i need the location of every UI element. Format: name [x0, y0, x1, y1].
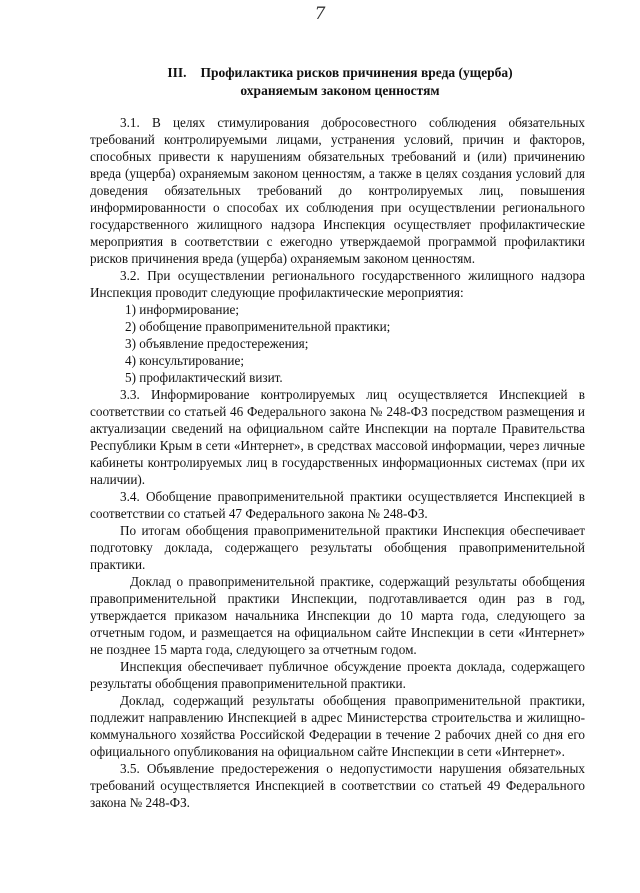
paragraph-3-4-d: Доклад, содержащий результаты обобщения правоприменительной практики, подлежит направлению Инспекцией в адрес Министерства строительства и жилищно-коммунального хозяйства Российской Федерации в течение 2 рабочих дней со дня его официального опубликования на официальном сайте Инспекции в сети «Интернет».: [90, 693, 585, 759]
paragraph-3-4-c: Инспекция обеспечивает публичное обсуждение проекта доклада, содержащего результаты обобщения правоприменительной практики.: [90, 659, 585, 691]
paragraph-3-4-a: По итогам обобщения правоприменительной практики Инспекция обеспечивает подготовку доклада, содержащего результаты обобщения правоприменительной практики.: [90, 523, 585, 572]
section-title: [100, 64, 580, 100]
paragraph-3-1: 3.1. В целях стимулирования добросовестного соблюдения обязательных требований контролируемыми лицами, устранения условий, причин и факторов, способных привести к нарушениям обязательных требований и (или) причинению вреда (ущерба) охраняемым законом ценностям, а также в целях создания условий для доведения обязательных требований до контролируемых лиц, повышения информированности о способах их соблюдения при осуществлении регионального государственного жилищного надзора Инспекция осуществляет профилактические мероприятия в соответствии с ежегодно утверждаемой программой профилактики рисков причинения вреда (ущерба) охраняемым законом ценностям.: [90, 115, 585, 266]
paragraph-3-4: 3.4. Обобщение правоприменительной практики осуществляется Инспекцией в соответствии со статьей 47 Федерального закона № 248-ФЗ.: [90, 489, 585, 521]
list-item: 3) объявление предостережения;: [125, 336, 309, 351]
section-title-line-2: охраняемым законом ценностям: [240, 83, 440, 98]
list-item: 4) консультирование;: [125, 353, 245, 368]
document-body: [90, 114, 585, 811]
list-item: 1) информирование;: [125, 302, 240, 317]
paragraph-3-4-b: Доклад о правоприменительной практике, содержащий результаты обобщения правоприменительной практики Инспекции, подготавливается один раз в год, утверждается приказом начальника Инспекции до 10 марта года, следующего за отчетным годом, и размещается на официальном сайте Инспекции в сети «Интернет» не позднее 15 марта года, следующего за отчетным годом.: [90, 574, 585, 657]
section-title-text-1: Профилактика рисков причинения вреда (ущерба): [200, 65, 513, 80]
section-title-line-1: [100, 64, 580, 82]
section-numeral: III.: [167, 65, 187, 80]
paragraph-3-2: 3.2. При осуществлении регионального государственного жилищного надзора Инспекция проводит следующие профилактические мероприятия:: [90, 268, 585, 300]
list-item: 5) профилактический визит.: [125, 370, 283, 385]
list-item: 2) обобщение правоприменительной практики;: [125, 319, 391, 334]
page-number: 7: [314, 4, 326, 24]
paragraph-3-5: 3.5. Объявление предостережения о недопустимости нарушения обязательных требований осуществляется Инспекцией в соответствии со статьей 49 Федерального закона № 248-ФЗ.: [90, 761, 585, 810]
paragraph-3-3: 3.3. Информирование контролируемых лиц осуществляется Инспекцией в соответствии со статьей 46 Федерального закона № 248-ФЗ посредством размещения и актуализации сведений на официальном сайте Инспекции на портале Правительства Республики Крым в сети «Интернет», в средствах массовой информации, через личные кабинеты контролируемых лиц в государственных информационных системах (при их наличии).: [90, 387, 585, 487]
